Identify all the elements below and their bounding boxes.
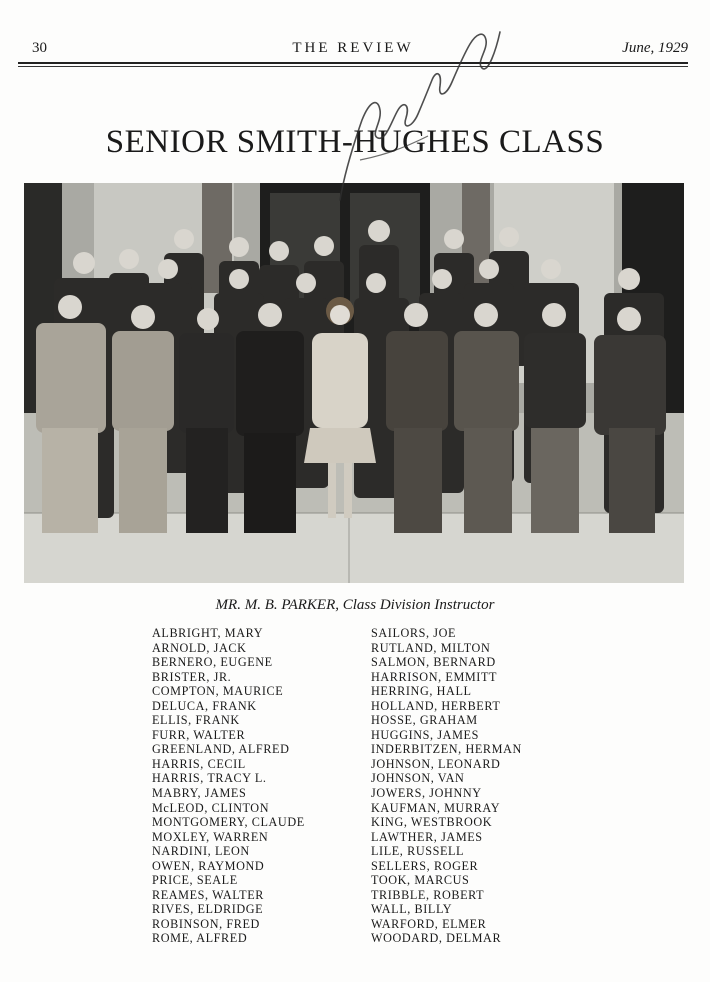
roster-name: FURR, WALTER xyxy=(152,727,246,742)
header-rule xyxy=(18,62,688,64)
roster-name: HERRING, HALL xyxy=(371,684,472,699)
roster-name: WARFORD, ELMER xyxy=(371,916,487,931)
roster-name: JOWERS, JOHNNY xyxy=(371,786,482,801)
roster-name: JOHNSON, VAN xyxy=(371,771,465,786)
page-title: SENIOR SMITH-HUGHES CLASS xyxy=(105,124,605,160)
roster-name: HARRIS, CECIL xyxy=(152,756,246,771)
roster-name: GREENLAND, ALFRED xyxy=(152,742,290,757)
roster-name: OWEN, RAYMOND xyxy=(152,858,265,873)
roster-name: McLEOD, CLINTON xyxy=(152,800,270,815)
roster-name: DELUCA, FRANK xyxy=(152,698,257,713)
roster-name: ELLIS, FRANK xyxy=(152,713,240,728)
roster-name: MOXLEY, WARREN xyxy=(152,829,269,844)
roster-name: RUTLAND, MILTON xyxy=(371,640,491,655)
roster-name: TOOK, MARCUS xyxy=(371,873,470,888)
roster-name: MONTGOMERY, CLAUDE xyxy=(152,815,305,830)
roster-name: BRISTER, JR. xyxy=(152,669,232,684)
roster-name: HOSSE, GRAHAM xyxy=(371,713,478,728)
roster-name: WALL, BILLY xyxy=(371,902,453,917)
roster-name: ROBINSON, FRED xyxy=(152,916,260,931)
roster-name: HOLLAND, HERBERT xyxy=(371,698,501,713)
roster-name: WOODARD, DELMAR xyxy=(371,931,502,946)
roster-name: HARRIS, TRACY L. xyxy=(152,771,267,786)
roster-name: HARRISON, EMMITT xyxy=(371,669,498,684)
roster-name: HUGGINS, JAMES xyxy=(371,727,479,742)
roster-name: LAWTHER, JAMES xyxy=(371,829,483,844)
class-photo xyxy=(24,183,684,583)
roster-name: NARDINI, LEON xyxy=(152,844,250,859)
roster-name: ALBRIGHT, MARY xyxy=(152,626,264,640)
roster-name: RIVES, ELDRIDGE xyxy=(152,902,264,917)
roster-name: LILE, RUSSELL xyxy=(371,844,465,859)
roster-name: TRIBBLE, ROBERT xyxy=(371,887,485,902)
photo-caption: MR. M. B. PARKER, Class Division Instructor xyxy=(215,597,495,613)
issue-date: June, 1929 xyxy=(622,40,688,56)
roster-right-column xyxy=(371,626,522,946)
roster-name: ROME, ALFRED xyxy=(152,931,248,946)
roster-left-column xyxy=(152,626,305,946)
page-number: 30 xyxy=(32,40,47,56)
roster-name: SALMON, BERNARD xyxy=(371,655,496,670)
roster-name: SELLERS, ROGER xyxy=(371,858,479,873)
roster-name: MABRY, JAMES xyxy=(152,786,247,801)
roster-name: ARNOLD, JACK xyxy=(152,640,247,655)
roster-name: PRICE, SEALE xyxy=(152,873,238,888)
page-header xyxy=(18,40,688,62)
roster-name: INDERBITZEN, HERMAN xyxy=(371,742,522,757)
roster-name: BERNERO, EUGENE xyxy=(152,655,273,670)
class-photo-illustration xyxy=(24,183,684,583)
roster-name: REAMES, WALTER xyxy=(152,887,265,902)
roster-name: SAILORS, JOE xyxy=(371,626,457,640)
roster-name: JOHNSON, LEONARD xyxy=(371,756,501,771)
roster-name: COMPTON, MAURICE xyxy=(152,684,284,699)
journal-name: THE REVIEW xyxy=(292,40,414,56)
header-rule-thin xyxy=(18,66,688,67)
roster-name: KING, WESTBROOK xyxy=(371,815,493,830)
roster-name: KAUFMAN, MURRAY xyxy=(371,800,501,815)
